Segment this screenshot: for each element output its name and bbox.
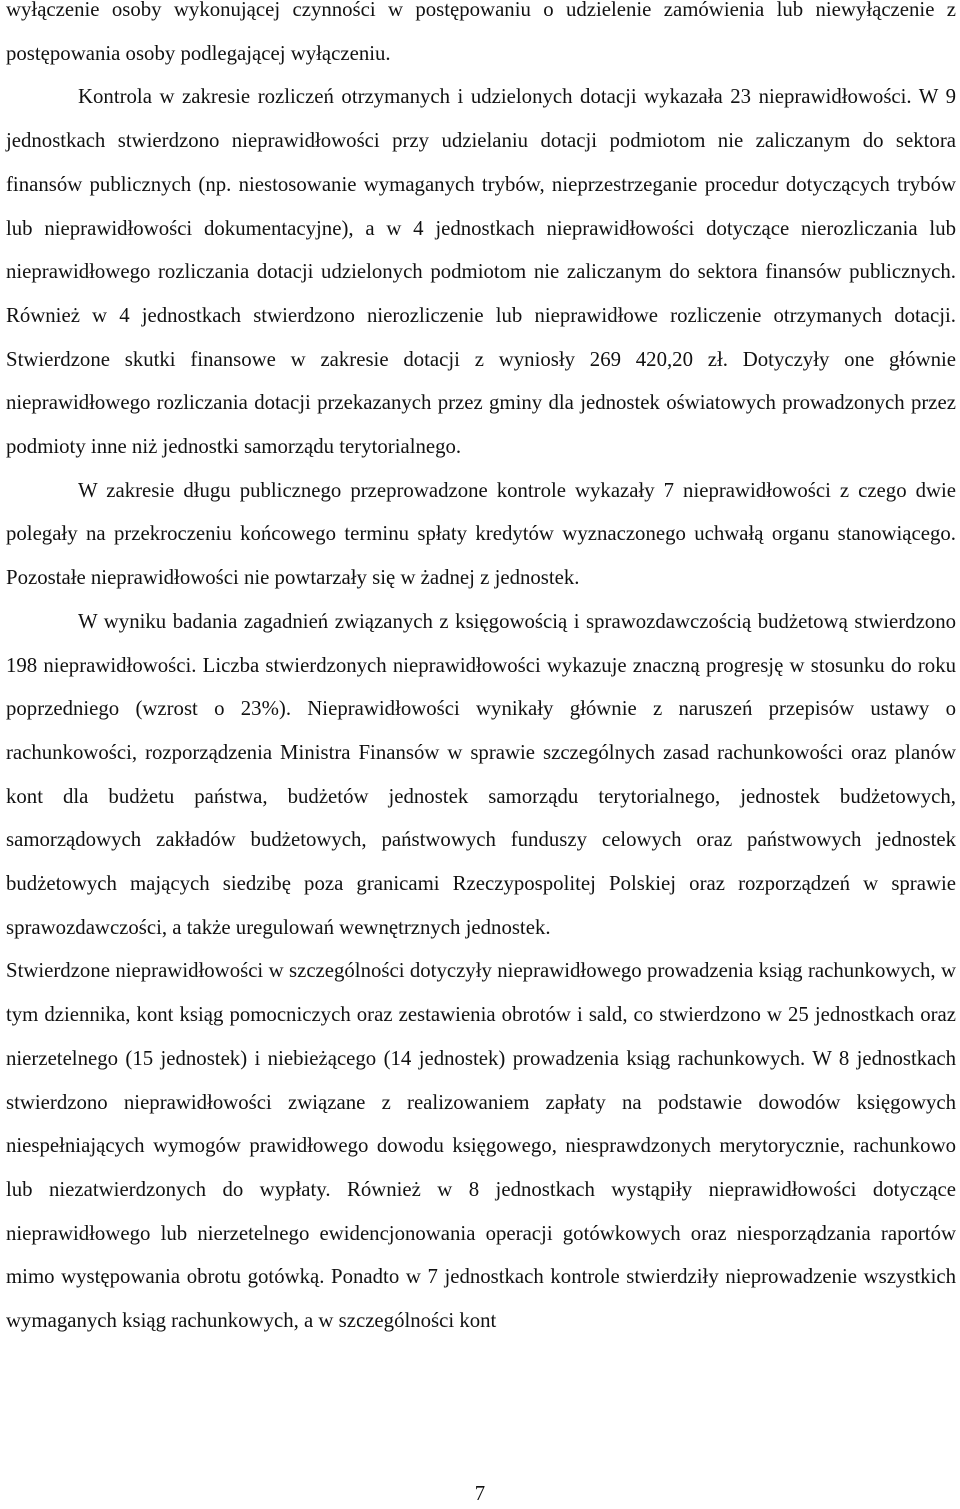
paragraph-dotacje: Kontrola w zakresie rozliczeń otrzymanych i udzielonych dotacji wykazała 23 nieprawidłowości. W 9 jednostkach stwierdzono nieprawidłowości przy udzielaniu dotacji podmiotom nie zaliczanym do sektora finansów publicznych (np. niestosowanie wymaganych trybów, nieprzestrzeganie procedur dotyczących trybów lub nieprawidłowości dokumentacyjne), a w 4 jednostkach nieprawidłowości dotyczące nierozliczania lub nieprawidłowego rozliczania dotacji udzielonych podmiotom nie zaliczanym do sektora finansów publicznych. Również w 4 jednostkach stwierdzono nierozliczenie lub nieprawidłowe rozliczenie otrzymanych dotacji. Stwierdzone skutki finansowe w zakresie dotacji z wyniosły 269 420,20 zł. Dotyczyły one głównie nieprawidłowego rozliczania dotacji przekazanych przez gminy dla jednostek oświatowych prowadzonych przez podmioty inne niż jednostki samorządu terytorialnego. — [6, 85, 956, 459]
paragraph-nieprawidlowosci: Stwierdzone nieprawidłowości w szczególności dotyczyły nieprawidłowego prowadzenia ksiąg rachunkowych, w tym dziennika, kont ksiąg pomocniczych oraz zestawienia obrotów i sald, co stwierdzono w 25 jednostkach oraz nierzetelnego (15 jednostek) i niebieżącego (14 jednostek) prowadzenia ksiąg rachunkowych. W 8 jednostkach stwierdzono nieprawidłowości związane z realizowaniem zapłaty na podstawie dowodów księgowych niespełniających wymogów prawidłowego dowodu księgowego, niesprawdzonych merytorycznie, rachunkowo lub niezatwierdzonych do wypłaty. Również w 8 jednostkach wystąpiły nieprawidłowości dotyczące nieprawidłowego lub nierzetelnego ewidencjonowania operacji gotówkowych oraz niesporządzania raportów mimo występowania obrotu gotówką. Ponadto w 7 jednostkach kontrole stwierdziły nieprowadzenie wszystkich wymaganych ksiąg rachunkowych, a w szczególności kont — [6, 959, 956, 1333]
page-number: 7 — [474, 1482, 486, 1505]
document-body — [6, 0, 956, 1343]
paragraph-dlug-publiczny: W zakresie długu publicznego przeprowadzone kontrole wykazały 7 nieprawidłowości z czego dwie polegały na przekroczeniu końcowego terminu spłaty kredytów wyznaczonego uchwałą organu stanowiącego. Pozostałe nieprawidłowości nie powtarzały się w żadnej z jednostek. — [6, 478, 956, 590]
paragraph-ksiegowosc: W wyniku badania zagadnień związanych z księgowością i sprawozdawczością budżetową stwierdzono 198 nieprawidłowości. Liczba stwierdzonych nieprawidłowości wykazuje znaczną progresję w stosunku do roku poprzedniego (wzrost o 23%). Nieprawidłowości wynikały głównie z naruszeń przepisów ustawy o rachunkowości, rozporządzenia Ministra Finansów w sprawie szczególnych zasad rachunkowości oraz planów kont dla budżetu państwa, budżetów jednostek samorządu terytorialnego, jednostek budżetowych, samorządowych zakładów budżetowych, państwowych funduszy celowych oraz państwowych jednostek budżetowych mających siedzibę poza granicami Rzeczypospolitej Polskiej oraz rozporządzeń w sprawie sprawozdawczości, a także uregulowań wewnętrznych jednostek. — [6, 609, 956, 939]
paragraph-1: wyłączenie osoby wykonującej czynności w postępowaniu o udzielenie zamówienia lub niewyłączenie z postępowania osoby podlegającej wyłączeniu. — [6, 0, 956, 65]
